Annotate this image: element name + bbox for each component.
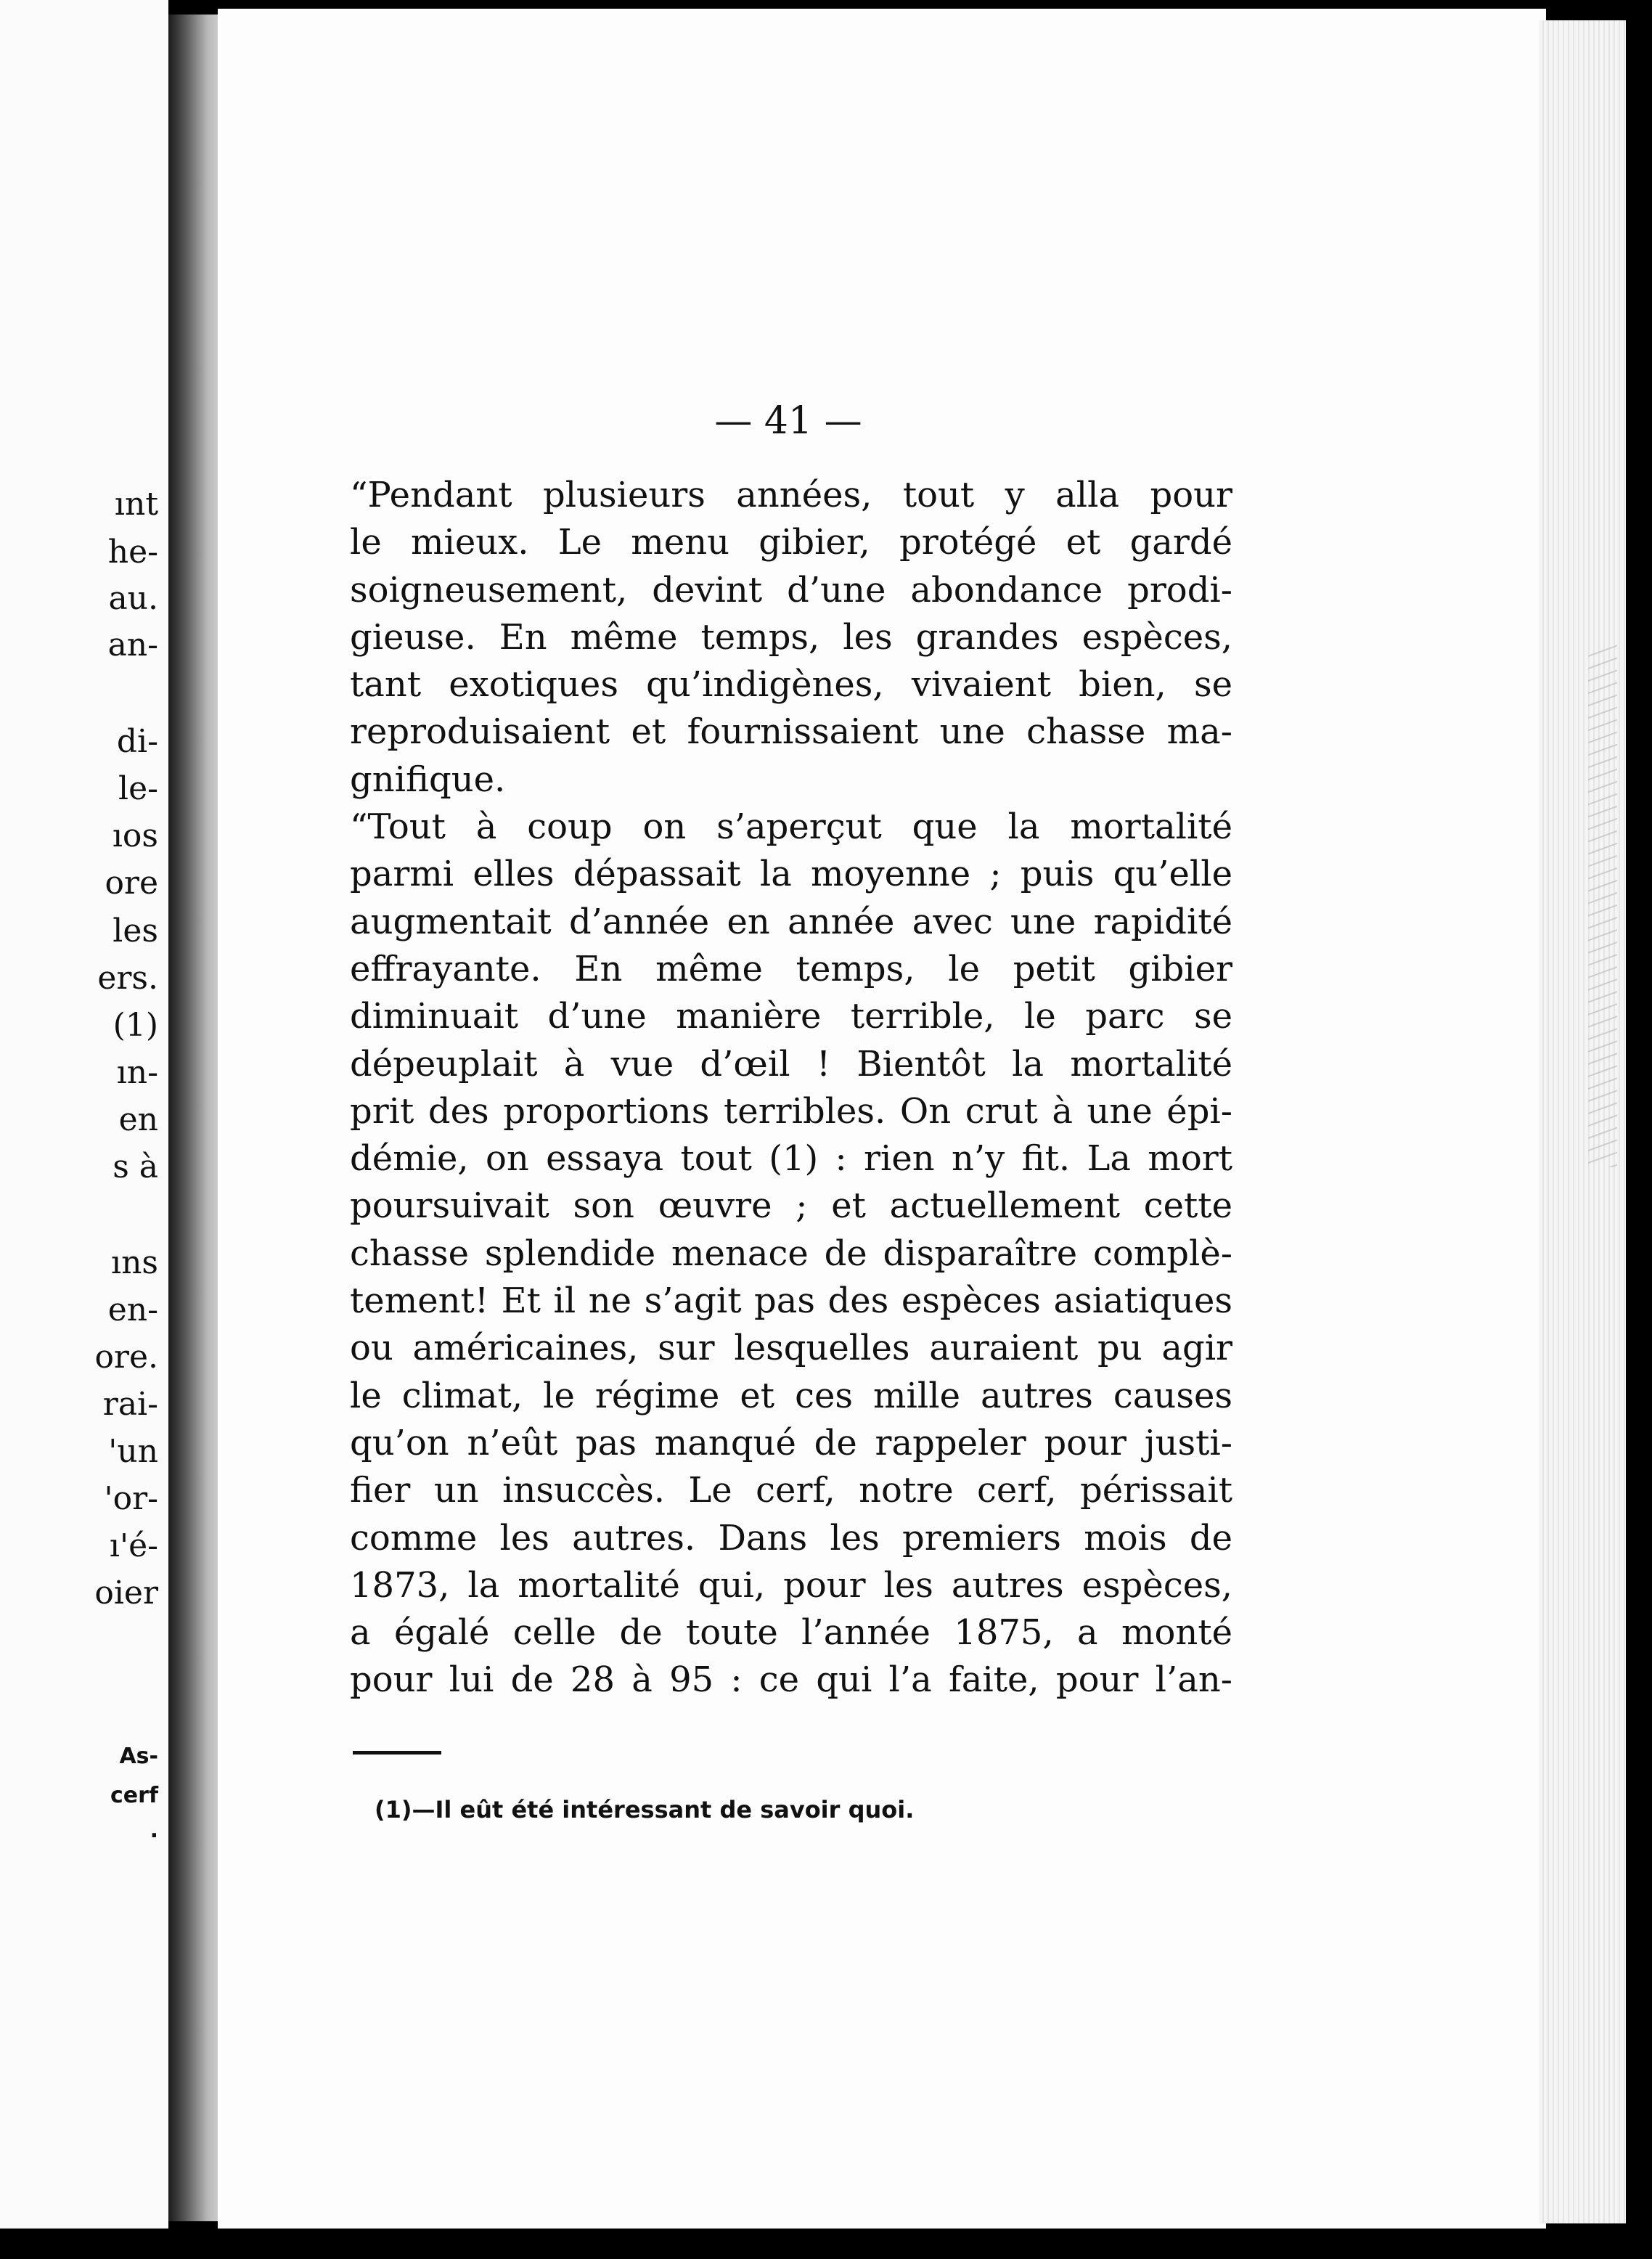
page-edge-stack bbox=[1539, 20, 1626, 2223]
text-line: comme les autres. Dans les premiers mois de bbox=[350, 1517, 1232, 1559]
left-facing-page bbox=[0, 0, 168, 2229]
text-line: ou américaines, sur lesquelles auraient pu agir bbox=[350, 1328, 1232, 1369]
text-line: démie, on essaya tout (1) : rien n’y fit. La mort bbox=[350, 1138, 1232, 1180]
text-line: tant exotiques qu’indigènes, vivaient bien, se bbox=[350, 664, 1232, 706]
text-line: tement! Et il ne s’agit pas des espèces asiatiques bbox=[350, 1280, 1232, 1322]
text-line: augmentait d’année en année avec une rapidité bbox=[350, 901, 1232, 942]
text-line: le mieux. Le menu gibier, protégé et gardé bbox=[350, 522, 1232, 563]
left-fragment: (1) bbox=[113, 1007, 158, 1044]
text-line: gnifique. bbox=[350, 759, 506, 800]
text-line: pour lui de 28 à 95 : ce qui l’a faite, pour l’an- bbox=[350, 1659, 1232, 1701]
left-fragment: he- bbox=[107, 534, 158, 571]
text-line: a égalé celle de toute l’année 1875, a monté bbox=[350, 1612, 1232, 1654]
text-line: soigneusement, devint d’une abondance prodi- bbox=[350, 569, 1232, 610]
left-footnote-fragment: . bbox=[150, 1818, 158, 1843]
left-fragment: en bbox=[118, 1101, 158, 1138]
text-line: parmi elles dépassait la moyenne ; puis qu’elle bbox=[350, 854, 1232, 895]
left-fragment: an- bbox=[107, 626, 158, 663]
text-line: qu’on n’eût pas manqué de rappeler pour justi- bbox=[350, 1422, 1232, 1463]
footnote: (1)—Il eût été intéressant de savoir quoi. bbox=[375, 1796, 915, 1823]
text-line: diminuait d’une manière terrible, le parc se bbox=[350, 996, 1232, 1037]
text-line: “Pendant plusieurs années, tout y alla pour bbox=[350, 475, 1232, 515]
text-line: fier un insuccès. Le cerf, notre cerf, périssait bbox=[350, 1470, 1232, 1511]
left-fragment: ers. bbox=[97, 960, 158, 997]
left-footnote-fragment: cerf bbox=[110, 1783, 158, 1808]
page-number: — 41 — bbox=[714, 399, 862, 443]
left-footnote-fragment: As- bbox=[119, 1744, 158, 1769]
text-line: poursuivait son œuvre ; et actuellement cette bbox=[350, 1185, 1232, 1227]
left-fragment: ıos bbox=[112, 817, 158, 854]
text-line: le climat, le régime et ces mille autres causes bbox=[350, 1375, 1232, 1416]
left-fragment: ore. bbox=[94, 1339, 158, 1376]
body-paragraphs bbox=[350, 472, 1232, 1704]
left-fragment: ore bbox=[105, 865, 158, 902]
left-fragment: ıns bbox=[111, 1244, 158, 1281]
left-fragment: ın- bbox=[116, 1054, 158, 1091]
left-fragment: s à bbox=[113, 1148, 158, 1185]
left-fragment: le- bbox=[118, 770, 158, 807]
footnote-divider bbox=[353, 1751, 441, 1754]
left-fragment: di- bbox=[116, 723, 158, 760]
text-line: 1873, la mortalité qui, pour les autres espèces, bbox=[350, 1564, 1232, 1606]
left-fragment: les bbox=[113, 912, 158, 949]
text-line: gieuse. En même temps, les grandes espèces, bbox=[350, 616, 1232, 658]
text-line: effrayante. En même temps, le petit gibier bbox=[350, 948, 1232, 989]
left-fragment: 'or- bbox=[104, 1480, 158, 1517]
text-line: “Tout à coup on s’aperçut que la mortalité bbox=[350, 806, 1232, 848]
text-line: chasse splendide menace de disparaître complè- bbox=[350, 1233, 1232, 1274]
left-fragment: ı'é- bbox=[109, 1527, 158, 1564]
left-fragment: 'un bbox=[108, 1433, 158, 1470]
left-fragment: rai- bbox=[102, 1386, 158, 1423]
text-line: prit des proportions terribles. On crut à une épi- bbox=[350, 1090, 1232, 1132]
text-line: dépeuplait à vue d’œil ! Bientôt la mortalité bbox=[350, 1043, 1232, 1084]
left-fragment: en- bbox=[107, 1291, 158, 1328]
page-edge-texture bbox=[1588, 645, 1617, 1167]
left-fragment: au. bbox=[108, 580, 158, 617]
text-line: reproduisaient et fournissaient une chasse ma- bbox=[350, 711, 1232, 753]
left-fragment: ınt bbox=[114, 486, 158, 523]
left-fragment: oier bbox=[94, 1574, 158, 1611]
